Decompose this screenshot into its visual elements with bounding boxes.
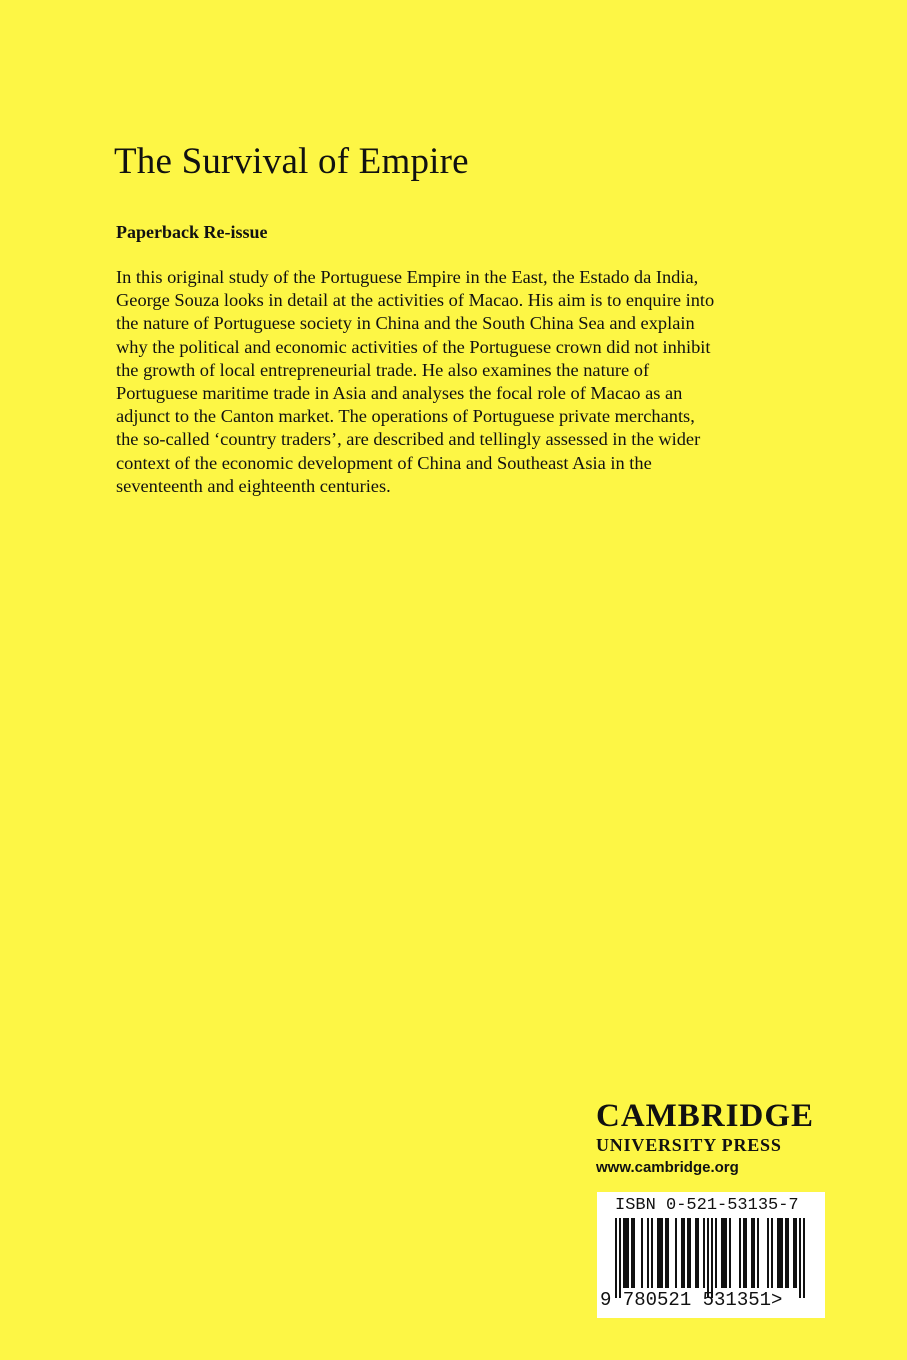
barcode-bar (689, 1218, 691, 1288)
barcode-bar (803, 1218, 805, 1298)
barcode-bar (703, 1218, 705, 1288)
barcode-bar (751, 1218, 753, 1288)
edition-label: Paperback Re-issue (116, 222, 268, 242)
barcode-bar (711, 1218, 713, 1298)
isbn-barcode-box (597, 1192, 825, 1318)
barcode-bar (793, 1218, 795, 1288)
blurb-line: the growth of local entrepreneurial trade. He also examines the nature of (116, 359, 650, 380)
blurb-line: why the political and economic activities of the Portuguese crown did not inhibit (116, 336, 711, 357)
barcode-digits: 9 780521 531351> (600, 1289, 783, 1311)
barcode-bar (799, 1218, 801, 1298)
blurb-line: In this original study of the Portuguese Empire in the East, the Estado da India, (116, 267, 699, 287)
barcode-bar (739, 1218, 741, 1288)
barcode-bar (787, 1218, 789, 1288)
barcode-bar (745, 1218, 747, 1288)
barcode-bar (757, 1218, 759, 1288)
barcode-bar (659, 1218, 661, 1288)
barcode-bar (725, 1218, 727, 1288)
publisher-url: www.cambridge.org (596, 1158, 739, 1176)
blurb-line: George Souza looks in detail at the activities of Macao. His aim is to enquire into (116, 290, 715, 311)
barcode-bar (623, 1218, 625, 1288)
barcode-bar (641, 1218, 643, 1288)
barcode-bar (729, 1218, 731, 1288)
barcode-bar (781, 1218, 783, 1288)
barcode-bar (771, 1218, 773, 1288)
blurb-line: seventeenth and eighteenth centuries. (116, 475, 391, 496)
barcode-bar (625, 1218, 627, 1288)
barcode-bar (661, 1218, 663, 1288)
barcode-bar (785, 1218, 787, 1288)
book-blurb (116, 266, 786, 498)
barcode-bar (777, 1218, 779, 1288)
barcode-bar (723, 1218, 725, 1288)
barcode-bar (631, 1218, 633, 1288)
publisher-subname: UNIVERSITY PRESS (596, 1135, 782, 1155)
barcode-bar (681, 1218, 683, 1288)
blurb-line: adjunct to the Canton market. The operations of Portuguese private merchants, (116, 406, 695, 427)
barcode-bar (743, 1218, 745, 1288)
barcode-bar (647, 1218, 649, 1288)
barcode-bar (697, 1218, 699, 1288)
barcode-bar (619, 1218, 621, 1298)
barcode-bar (615, 1218, 617, 1298)
blurb-line: the nature of Portuguese society in China and the South China Sea and explain (116, 313, 695, 334)
barcode-bar (657, 1218, 659, 1288)
barcode-bar (707, 1218, 709, 1298)
barcode-bar (667, 1218, 669, 1288)
barcode-bar (665, 1218, 667, 1288)
barcode-bar (651, 1218, 653, 1288)
barcode-bar (721, 1218, 723, 1288)
blurb-line: context of the economic development of China and Southeast Asia in the (116, 452, 652, 473)
publisher-name: CAMBRIDGE (596, 1098, 815, 1134)
barcode-bar (683, 1218, 685, 1288)
isbn-label: ISBN 0-521-53135-7 (615, 1196, 799, 1215)
barcode-bar (695, 1218, 697, 1288)
book-title: The Survival of Empire (114, 141, 469, 182)
barcode-bar (767, 1218, 769, 1288)
blurb-line: the so-called ‘country traders’, are described and tellingly assessed in the wider (116, 429, 701, 450)
blurb-line: Portuguese maritime trade in Asia and analyses the focal role of Macao as an (116, 383, 683, 404)
barcode-bar (687, 1218, 689, 1288)
barcode-bar (779, 1218, 781, 1288)
barcode-bar (795, 1218, 797, 1288)
barcode-bar (633, 1218, 635, 1288)
barcode-bar (753, 1218, 755, 1288)
barcode-bar (715, 1218, 717, 1288)
barcode-bar (675, 1218, 677, 1288)
barcode-bar (627, 1218, 629, 1288)
publisher-logo (596, 1100, 826, 1176)
